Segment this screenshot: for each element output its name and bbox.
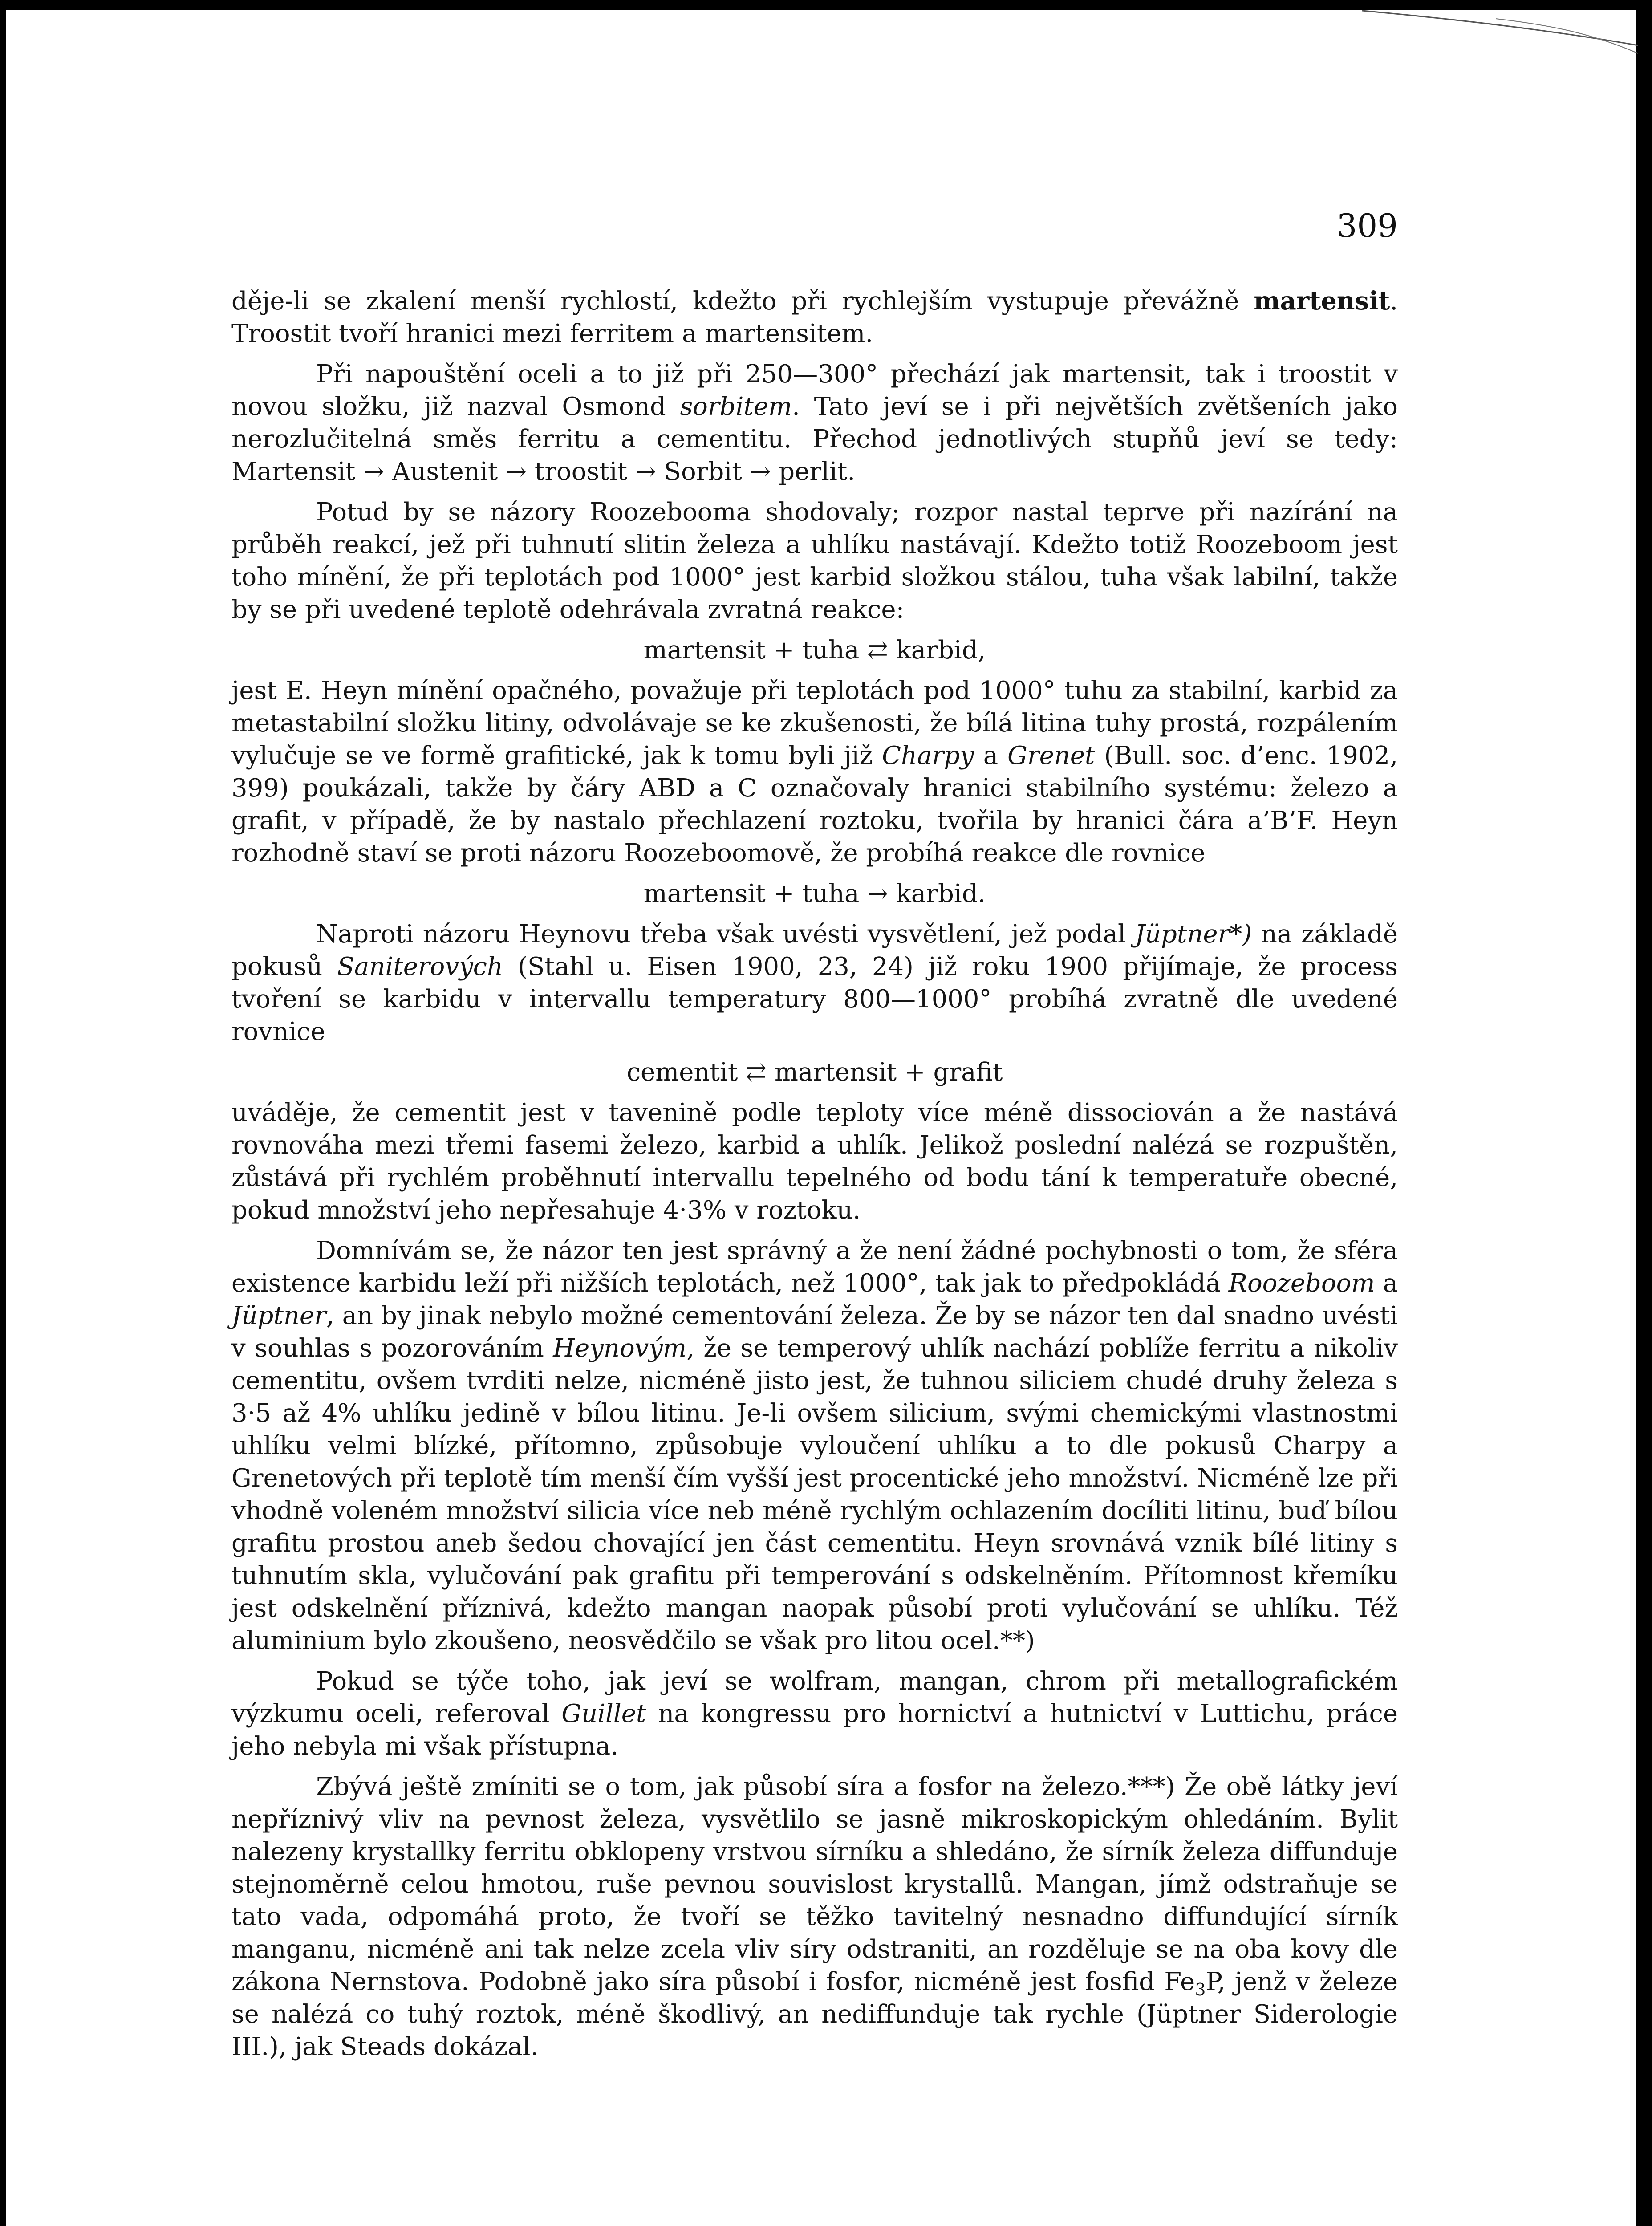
paragraph-p2 bbox=[231, 358, 1398, 488]
paragraph-p6 bbox=[231, 1097, 1398, 1227]
text-run: , an by jinak nebylo možné cementování železa. Že by se názor ten dal snadno uvésti v souhlas s pozorováním bbox=[231, 1301, 1398, 1363]
body-text bbox=[231, 285, 1398, 2071]
scan-page-curl bbox=[1362, 10, 1638, 63]
text-run: . Troostit tvoří hranici mezi ferritem a martensitem. bbox=[231, 287, 1398, 348]
text-run: Grenet bbox=[1007, 741, 1095, 770]
text-run: Saniterových bbox=[337, 952, 503, 981]
text-run: Guillet bbox=[561, 1699, 646, 1728]
text-run: Jüptner bbox=[231, 1301, 326, 1330]
paragraph-p5 bbox=[231, 918, 1398, 1048]
text-run: martensit bbox=[1254, 286, 1390, 316]
text-run: Pokud se týče toho, jak jeví se wolfram, mangan, chrom při metallografickém výzkumu oceli, referoval bbox=[231, 1667, 1398, 1728]
paragraph-p7 bbox=[231, 1235, 1398, 1657]
text-run: Domnívám se, že názor ten jest správný a že není žádné pochybnosti o tom, že sféra existence karbidu leží při nižších teplotách, než 1000°, tak jak to předpokládá bbox=[231, 1236, 1398, 1298]
text-run: a bbox=[1375, 1269, 1398, 1298]
text-run: , že se temperový uhlík nachází poblíže ferritu a nikoliv cementitu, ovšem tvrditi nelze, nicméně jisto jest, že tuhnou siliciem chudé druhy železa s 3·5 až 4% uhlíku jedině v bílou litinu. Je-li ovšem silicium, svými chemickými vlastnostmi uhlíku velmi blízké, přítomno, způsobuje vyloučení uhlíku a to dle pokusů Charpy a Grenetových při teplotě tím menší čím vyšší jest procentické jeho množství. Nicméně lze při vhodně voleném množství silicia více neb méně rychlým ochlazením docíliti litinu, buď bílou grafitu prostou aneb šedou chovající jen část cementitu. Heyn srovnává vznik bílé litiny s tuhnutím skla, vylučování pak grafitu při temperování s odskelněním. Přítomnost křemíku jest odskelnění příznivá, kdežto mangan naopak působí proti vylučování se uhlíku. Též aluminium bylo zkoušeno, neosvědčilo se však pro litou ocel.**) bbox=[231, 1334, 1398, 1655]
text-run: na základě pokusů bbox=[231, 920, 1398, 981]
text-run: 3 bbox=[1195, 1980, 1206, 2000]
text-run: a bbox=[974, 741, 1008, 770]
paragraph-p4 bbox=[231, 674, 1398, 869]
text-run: Naproti názoru Heynovu třeba však uvésti vysvětlení, jež podal bbox=[316, 920, 1135, 949]
scan-border-top bbox=[0, 0, 1652, 10]
equation-eq2 bbox=[231, 877, 1398, 910]
paragraph-p9 bbox=[231, 1771, 1398, 2063]
text-run: Jüptner*) bbox=[1135, 920, 1252, 949]
text-run: Roozeboom bbox=[1228, 1269, 1375, 1298]
text-run: P, jenž v železe se nalézá co tuhý roztok, méně škodlivý, an nediffunduje tak rychle (Jüptner Siderologie III.), jak Steads dokázal. bbox=[231, 1967, 1398, 2061]
equation-eq3 bbox=[231, 1056, 1398, 1089]
page-number: 309 bbox=[1336, 207, 1398, 244]
paragraph-p8 bbox=[231, 1665, 1398, 1763]
scan-border-right bbox=[1636, 0, 1652, 2226]
text-run: (Bull. soc. d’enc. 1902, 399) poukázali, takže by čáry ABD a C označovaly hranici stabilního systému: železo a grafit, v případě, že by nastalo přechlazení roztoku, tvořila by hranici čára a’B’F. Heyn rozhodně staví se proti názoru Roozeboomově, že probíhá reakce dle rovnice bbox=[231, 741, 1398, 868]
text-run: uváděje, že cementit jest v tavenině podle teploty více méně dissociován a že nastává rovnováha mezi třemi fasemi železo, karbid a uhlík. Jelikož poslední nalézá se rozpuštěn, zůstává při rychlém proběhnutí intervallu tepelného od bodu tání k temperatuře obecné, pokud množství jeho nepřesahuje 4·3% v roztoku. bbox=[231, 1098, 1398, 1225]
text-run: Potud by se názory Roozebooma shodovaly; rozpor nastal teprve při nazírání na průběh reakcí, jež při tuhnutí slitin železa a uhlíku nastávají. Kdežto totiž Roozeboom jest toho mínění, že při teplotách pod 1000° jest karbid složkou stálou, tuha však labilní, takže by se při uvedené teplotě odehrávala zvratná reakce: bbox=[231, 498, 1398, 624]
text-run: Charpy bbox=[882, 741, 974, 770]
text-run: na kongressu pro hornictví a hutnictví v Luttichu, práce jeho nebyla mi však přístupna. bbox=[231, 1699, 1398, 1761]
paragraph-p1 bbox=[231, 285, 1398, 350]
text-run: cementit ⇄ martensit + grafit bbox=[626, 1058, 1003, 1087]
text-run: sorbitem bbox=[680, 392, 792, 421]
text-run: děje-li se zkalení menší rychlostí, kdežto při rychlejším vystupuje převážně bbox=[231, 287, 1254, 316]
text-run: Zbývá ještě zmíniti se o tom, jak působí síra a fosfor na železo.***) Že obě látky jeví nepříznivý vliv na pevnost železa, vysvětlilo se jasně mikroskopickým ohledáním. Bylit nalezeny krystallky ferritu obklopeny vrstvou sírníku a shledáno, že sírník železa diffunduje stejnoměrně celou hmotou, ruše pevnou souvislost krystallů. Mangan, jímž odstraňuje se tato vada, odpomáhá proto, že tvoří se těžko tavitelný nesnadno diffundující sírník manganu, nicméně ani tak nelze zcela vliv síry odstraniti, an rozděluje se na oba kovy dle zákona Nernstova. Podobně jako síra působí i fosfor, nicméně jest fosfid Fe bbox=[231, 1772, 1398, 1996]
text-run: Při napouštění oceli a to již při 250—300° přechází jak martensit, tak i troostit v novou složku, již nazval Osmond bbox=[231, 360, 1398, 421]
text-run: martensit + tuha ⇄ karbid, bbox=[643, 636, 986, 665]
scan-border-left bbox=[0, 0, 6, 2226]
text-run: (Stahl u. Eisen 1900, 23, 24) již roku 1900 přijímaje, že process tvoření se karbidu v intervallu temperatury 800—1000° probíhá zvratně dle uvedené rovnice bbox=[231, 952, 1398, 1046]
text-run: Heynovým bbox=[553, 1334, 687, 1363]
equation-eq1 bbox=[231, 634, 1398, 666]
text-run: . Tato jeví se i při největších zvětšeních jako nerozlučitelná směs ferritu a cementitu. Přechod jednotlivých stupňů jeví se tedy: Martensit → Austenit → troostit → Sorbit → perlit. bbox=[231, 392, 1398, 486]
paragraph-p3 bbox=[231, 496, 1398, 626]
text-run: jest E. Heyn mínění opačného, považuje při teplotách pod 1000° tuhu za stabilní, karbid za metastabilní složku litiny, odvolávaje se ke zkušenosti, že bílá litina tuhy prostá, rozpálením vylučuje se ve formě grafitické, jak k tomu byli již bbox=[231, 676, 1398, 770]
text-run: martensit + tuha → karbid. bbox=[643, 879, 986, 908]
